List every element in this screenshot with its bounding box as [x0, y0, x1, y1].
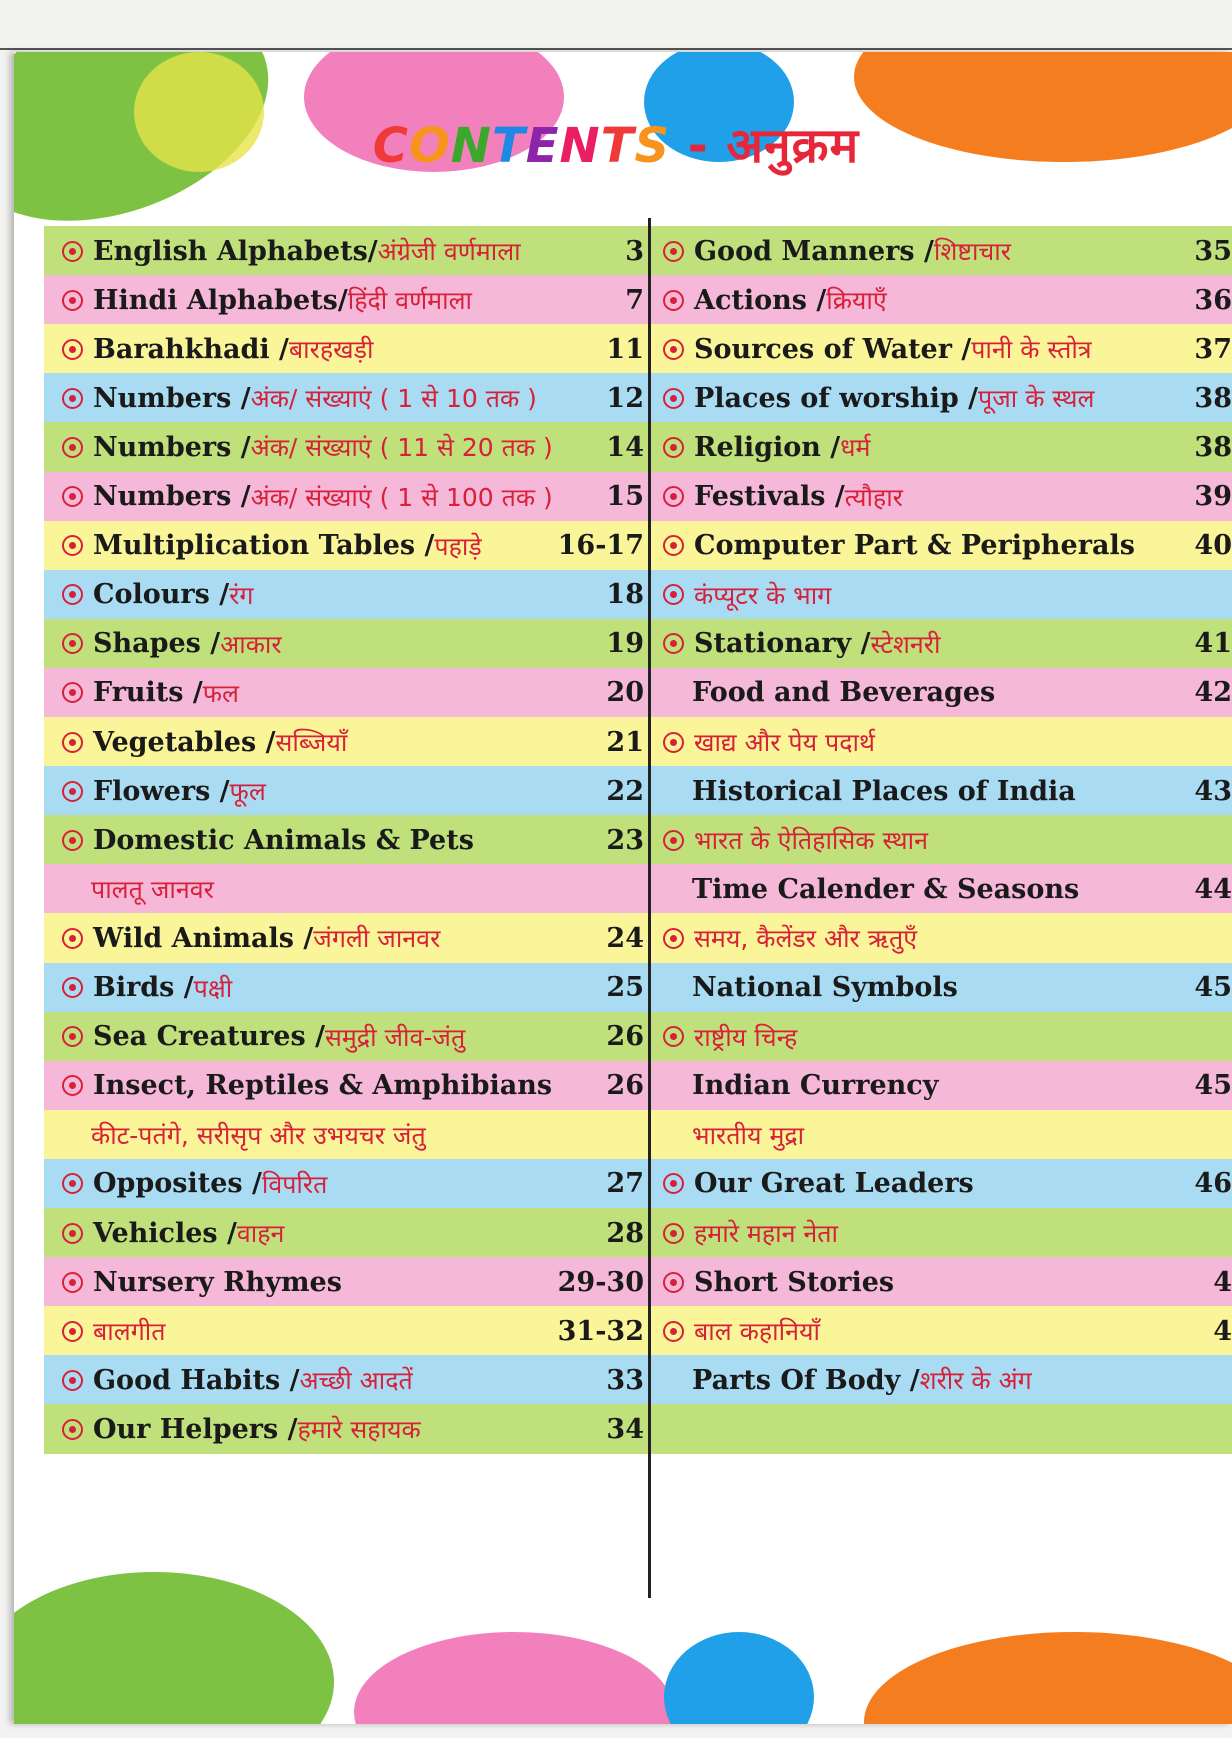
left-contents-row[interactable] — [44, 963, 650, 1013]
entry-hindi-title: हमारे महान नेता — [694, 1219, 838, 1249]
entry-title: Actions / — [694, 284, 827, 316]
left-contents-row[interactable] — [44, 422, 650, 472]
bullet-icon — [663, 928, 684, 949]
entry-page-number: 46 — [1194, 1168, 1232, 1200]
entry-hindi-title: पक्षी — [193, 973, 233, 1003]
entry-title: Historical Places of India — [692, 775, 1076, 807]
entry-hindi-title: अंक/ संख्याएं ( 1 से 100 तक ) — [250, 482, 553, 512]
left-contents-row[interactable] — [44, 324, 650, 374]
right-contents-row[interactable] — [651, 1257, 1232, 1307]
bullet-icon — [663, 1173, 684, 1194]
entry-hindi-title: क्रियाएँ — [826, 286, 887, 316]
bullet-icon — [62, 1419, 83, 1440]
left-contents-row[interactable] — [44, 570, 650, 620]
right-contents-row[interactable] — [651, 226, 1232, 276]
right-contents-row[interactable] — [651, 864, 1232, 914]
entry-page-number: 34 — [606, 1413, 644, 1445]
entry-page-number: 3 — [625, 235, 644, 267]
entry-page-number: 35 — [1194, 235, 1232, 267]
left-contents-row[interactable] — [44, 1110, 650, 1160]
entry-page-number: 43 — [1194, 775, 1232, 807]
entry-title: Parts Of Body / — [692, 1364, 920, 1396]
column-divider — [648, 218, 651, 1598]
entry-title: Shapes / — [93, 628, 221, 660]
entry-title: Numbers / — [93, 431, 251, 463]
bullet-icon — [663, 388, 684, 409]
entry-page-number: 16-17 — [557, 530, 644, 562]
entry-hindi-title: धर्म — [840, 433, 871, 463]
entry-title: Multiplication Tables / — [93, 530, 435, 562]
left-contents-row[interactable] — [44, 1012, 650, 1062]
entry-title: English Alphabets/ — [93, 235, 378, 267]
entry-hindi-title: स्टेशनरी — [870, 629, 941, 659]
entry-page-number: 12 — [606, 382, 644, 414]
left-contents-row[interactable] — [44, 275, 650, 325]
left-contents-row[interactable] — [44, 472, 650, 522]
right-contents-row[interactable] — [651, 275, 1232, 325]
left-contents-row[interactable] — [44, 619, 650, 669]
entry-page-number: 14 — [606, 431, 644, 463]
entry-page-number: 44 — [1194, 873, 1232, 905]
orange-blob-bottom-right — [864, 1632, 1232, 1724]
entry-page-number: 26 — [606, 1021, 644, 1053]
bullet-icon — [62, 1026, 83, 1047]
right-contents-row[interactable] — [651, 963, 1232, 1013]
entry-title: Wild Animals / — [93, 922, 314, 954]
entry-page-number: 23 — [606, 824, 644, 856]
right-contents-row[interactable] — [651, 472, 1232, 522]
entry-title: Short Stories — [694, 1266, 895, 1298]
entry-page-number: 22 — [606, 775, 644, 807]
top-rule — [0, 48, 1232, 50]
left-contents-row[interactable] — [44, 1061, 650, 1111]
entry-hindi-title: शरीर के अंग — [919, 1366, 1032, 1396]
bullet-icon — [663, 584, 684, 605]
title-hindi: अनुक्रम — [726, 118, 860, 174]
entry-title: Insect, Reptiles & Amphibians — [93, 1070, 553, 1102]
left-contents-row[interactable] — [44, 1208, 650, 1258]
right-contents-row[interactable] — [651, 815, 1232, 865]
entry-hindi-title: सब्जियाँ — [275, 728, 348, 758]
entry-hindi-title: कंप्यूटर के भाग — [694, 580, 832, 610]
entry-page-number: 4 — [1213, 1266, 1232, 1298]
entry-hindi-title: कीट-पतंगे, सरीसृप और उभयचर जंतु — [91, 1120, 426, 1150]
entry-title: Vegetables / — [93, 726, 276, 758]
entry-title: National Symbols — [692, 972, 958, 1004]
bullet-icon — [663, 290, 684, 311]
left-contents-row[interactable] — [44, 864, 650, 914]
left-contents-row[interactable] — [44, 1355, 650, 1405]
entry-title: Domestic Animals & Pets — [93, 824, 474, 856]
entry-page-number: 41 — [1194, 628, 1232, 660]
bullet-icon — [663, 633, 684, 654]
entry-hindi-title: पूजा के स्थल — [978, 384, 1095, 414]
entry-title: Computer Part & Peripherals — [694, 530, 1135, 562]
right-contents-row[interactable] — [651, 1355, 1232, 1405]
right-contents-row[interactable] — [651, 766, 1232, 816]
entry-title: Food and Beverages — [692, 677, 996, 709]
bullet-icon — [62, 1321, 83, 1342]
left-contents-row[interactable] — [44, 1404, 650, 1454]
bullet-icon — [62, 584, 83, 605]
entry-hindi-title: समय, कैलेंडर और ऋतुएँ — [694, 924, 918, 954]
left-contents-row[interactable] — [44, 226, 650, 276]
entry-hindi-title: अंक/ संख्याएं ( 11 से 20 तक ) — [250, 433, 553, 463]
bullet-icon — [663, 241, 684, 262]
bullet-icon — [62, 977, 83, 998]
entry-page-number: 19 — [606, 628, 644, 660]
entry-title: Good Habits / — [93, 1364, 300, 1396]
right-contents-row[interactable] — [651, 913, 1232, 963]
entry-page-number: 15 — [606, 481, 644, 513]
right-contents-row[interactable] — [651, 373, 1232, 423]
bullet-icon — [62, 1223, 83, 1244]
right-contents-row[interactable] — [651, 1306, 1232, 1356]
entry-hindi-title: वाहन — [236, 1219, 285, 1249]
pink-blob-bottom — [354, 1632, 674, 1724]
left-contents-row[interactable] — [44, 815, 650, 865]
right-contents-row[interactable] — [651, 1159, 1232, 1209]
bullet-icon — [62, 1272, 83, 1293]
title-letter: C — [372, 118, 409, 174]
bullet-icon — [62, 486, 83, 507]
title-letter: E — [525, 118, 560, 174]
bullet-icon — [663, 486, 684, 507]
entry-title: Colours / — [93, 579, 230, 611]
entry-title: Numbers / — [93, 382, 251, 414]
left-contents-row[interactable] — [44, 1257, 650, 1307]
right-contents-row[interactable] — [651, 1012, 1232, 1062]
right-contents-row[interactable] — [651, 570, 1232, 620]
left-contents-row[interactable] — [44, 913, 650, 963]
bullet-icon — [62, 535, 83, 556]
right-contents-row[interactable] — [651, 717, 1232, 767]
left-contents-row[interactable] — [44, 1159, 650, 1209]
bullet-icon — [663, 830, 684, 851]
entry-hindi-title: बालगीत — [93, 1317, 166, 1347]
entry-page-number: 37 — [1194, 333, 1232, 365]
entry-hindi-title: पानी के स्तोत्र — [971, 335, 1092, 365]
right-contents-row[interactable] — [651, 1208, 1232, 1258]
bullet-icon — [663, 339, 684, 360]
entry-page-number: 42 — [1194, 677, 1232, 709]
title-letter: T — [491, 118, 526, 174]
left-contents-row[interactable] — [44, 1306, 650, 1356]
bullet-icon — [663, 437, 684, 458]
entry-title: Hindi Alphabets/ — [93, 284, 348, 316]
bullet-icon — [663, 1026, 684, 1047]
title-separator: - — [670, 118, 727, 174]
entry-page-number: 11 — [606, 333, 644, 365]
right-contents-row[interactable] — [651, 324, 1232, 374]
bullet-icon — [62, 928, 83, 949]
right-contents-row[interactable] — [651, 422, 1232, 472]
entry-hindi-title: फूल — [229, 777, 266, 807]
entry-page-number: 7 — [625, 284, 644, 316]
bullet-icon — [663, 535, 684, 556]
left-contents-row[interactable] — [44, 668, 650, 718]
page-title — [0, 112, 1232, 177]
bullet-icon — [62, 388, 83, 409]
entry-hindi-title: अंक/ संख्याएं ( 1 से 10 तक ) — [250, 384, 537, 414]
left-contents-row[interactable] — [44, 717, 650, 767]
entry-page-number: 33 — [606, 1364, 644, 1396]
entry-page-number: 39 — [1194, 481, 1232, 513]
entry-title: Sources of Water / — [694, 333, 972, 365]
entry-hindi-title: हमारे सहायक — [297, 1415, 421, 1445]
bullet-icon — [62, 339, 83, 360]
entry-hindi-title: विपरित — [261, 1169, 328, 1199]
bullet-icon — [62, 290, 83, 311]
entry-page-number: 25 — [606, 972, 644, 1004]
right-contents-row[interactable] — [651, 1404, 1232, 1454]
right-contents-row[interactable] — [651, 1110, 1232, 1160]
right-contents-row[interactable] — [651, 1061, 1232, 1111]
right-contents-row[interactable] — [651, 619, 1232, 669]
entry-title: Vehicles / — [93, 1217, 237, 1249]
bullet-icon — [663, 1272, 684, 1293]
right-contents-row[interactable] — [651, 668, 1232, 718]
entry-page-number: 36 — [1194, 284, 1232, 316]
entry-title: Religion / — [694, 431, 841, 463]
entry-title: Fruits / — [93, 677, 203, 709]
entry-title: Opposites / — [93, 1168, 262, 1200]
entry-page-number: 38 — [1194, 382, 1232, 414]
entry-page-number: 20 — [606, 677, 644, 709]
entry-hindi-title: अंग्रेजी वर्णमाला — [377, 237, 521, 267]
entry-page-number: 29-30 — [557, 1266, 644, 1298]
title-letter: O — [408, 118, 451, 174]
left-contents-row[interactable] — [44, 766, 650, 816]
entry-hindi-title: भारतीय मुद्रा — [692, 1120, 805, 1150]
entry-page-number: 21 — [606, 726, 644, 758]
entry-title: Our Helpers / — [93, 1413, 298, 1445]
entry-title: Festivals / — [694, 481, 845, 513]
bullet-icon — [62, 241, 83, 262]
entry-page-number: 28 — [606, 1217, 644, 1249]
entry-page-number: 24 — [606, 922, 644, 954]
entry-title: Time Calender & Seasons — [692, 873, 1080, 905]
entry-hindi-title: रंग — [229, 580, 254, 610]
entry-hindi-title: जंगली जानवर — [313, 924, 441, 954]
entry-hindi-title: हिंदी वर्णमाला — [347, 286, 473, 316]
left-contents-row[interactable] — [44, 521, 650, 571]
entry-hindi-title: राष्ट्रीय चिन्ह — [694, 1022, 798, 1052]
left-contents-row[interactable] — [44, 373, 650, 423]
bullet-icon — [62, 1075, 83, 1096]
entry-page-number: 18 — [606, 579, 644, 611]
entry-page-number: 31-32 — [557, 1315, 644, 1347]
entry-hindi-title: आकार — [220, 629, 282, 659]
bullet-icon — [663, 1223, 684, 1244]
bullet-icon — [62, 437, 83, 458]
entry-hindi-title: फल — [202, 678, 239, 708]
entry-page-number: 4 — [1213, 1315, 1232, 1347]
bullet-icon — [62, 1173, 83, 1194]
entry-title: Numbers / — [93, 481, 251, 513]
entry-page-number: 38 — [1194, 431, 1232, 463]
bullet-icon — [663, 732, 684, 753]
right-contents-row[interactable] — [651, 521, 1232, 571]
blue-blob-bottom — [664, 1632, 814, 1724]
entry-hindi-title: समुद्री जीव-जंतु — [324, 1022, 466, 1052]
bullet-icon — [62, 732, 83, 753]
entry-hindi-title: बाल कहानियाँ — [694, 1317, 820, 1347]
entry-page-number: 27 — [606, 1168, 644, 1200]
entry-title: Stationary / — [694, 628, 871, 660]
title-letter: S — [634, 118, 671, 174]
bullet-icon — [663, 1321, 684, 1342]
entry-hindi-title: पहाड़े — [434, 531, 482, 561]
title-letter: N — [559, 118, 601, 174]
title-letter: T — [600, 118, 635, 174]
entry-hindi-title: शिष्टाचार — [933, 237, 1012, 267]
bullet-icon — [62, 781, 83, 802]
entry-page-number: 45 — [1194, 972, 1232, 1004]
entry-hindi-title: त्यौहार — [844, 482, 903, 512]
entry-page-number: 45 — [1194, 1070, 1232, 1102]
entry-title: Our Great Leaders — [694, 1168, 974, 1200]
entry-hindi-title: पालतू जानवर — [91, 875, 214, 905]
entry-title: Good Manners / — [694, 235, 934, 267]
title-letter: N — [450, 118, 492, 174]
entry-hindi-title: बारहखड़ी — [288, 335, 374, 365]
entry-title: Flowers / — [93, 775, 230, 807]
entry-title: Birds / — [93, 972, 194, 1004]
entry-hindi-title: भारत के ऐतिहासिक स्थान — [694, 826, 928, 856]
entry-page-number: 26 — [606, 1070, 644, 1102]
bullet-icon — [62, 682, 83, 703]
entry-title: Indian Currency — [692, 1070, 939, 1102]
green-blob-bottom-left — [14, 1572, 334, 1724]
entry-page-number: 40 — [1194, 530, 1232, 562]
entry-hindi-title: अच्छी आदतें — [299, 1366, 413, 1396]
entry-hindi-title: खाद्य और पेय पदार्थ — [694, 728, 875, 758]
entry-title: Nursery Rhymes — [93, 1266, 342, 1298]
bullet-icon — [62, 633, 83, 654]
entry-title: Sea Creatures / — [93, 1021, 325, 1053]
bullet-icon — [62, 1370, 83, 1391]
entry-title: Barahkhadi / — [93, 333, 289, 365]
bullet-icon — [62, 830, 83, 851]
entry-title: Places of worship / — [694, 382, 979, 414]
title-english — [373, 118, 670, 174]
